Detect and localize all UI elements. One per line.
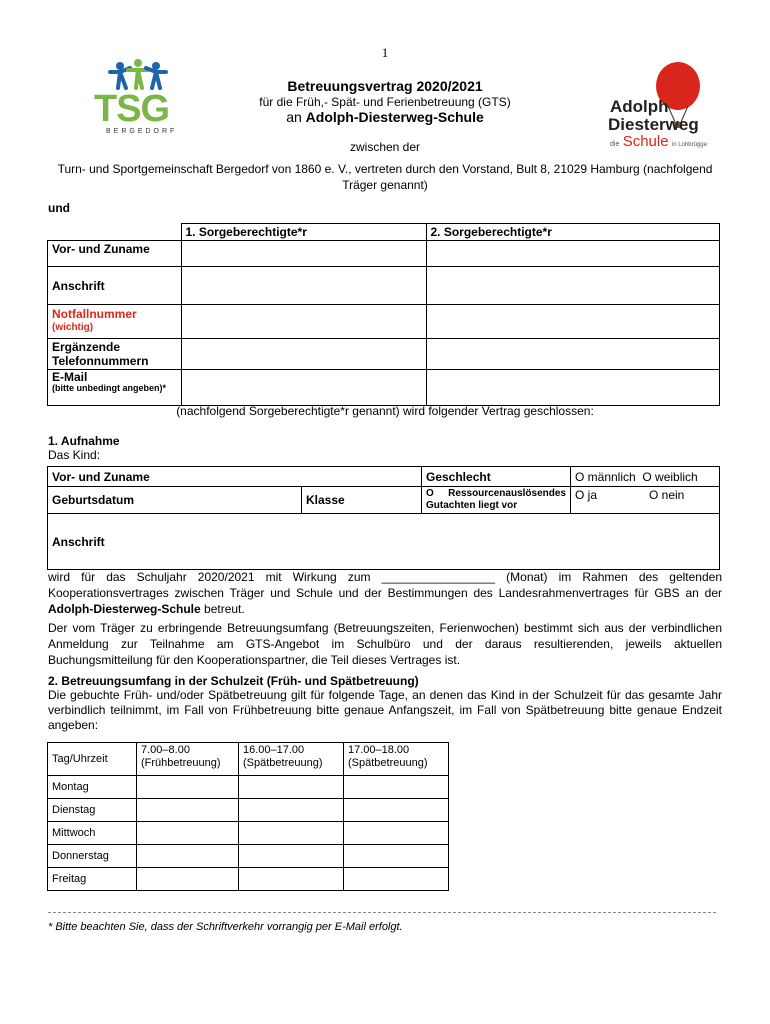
party-description: Turn- und Sportgemeinschaft Bergedorf von 1860 e. V., vertreten durch den Vorstand, Bult 8, 21029 Hamburg (nachfolgend Träger genannt)	[57, 162, 713, 192]
row-label-emergency-note: (wichtig)	[52, 322, 94, 333]
row-label-phones: Ergänzende Telefonnummern	[48, 339, 182, 370]
para1-school: Adolph-Diesterweg-Schule	[48, 602, 201, 616]
footnote-divider	[48, 912, 716, 913]
birthdate-label: Geburtsdatum	[48, 487, 302, 514]
para1-end: betreut.	[200, 602, 245, 616]
guardian2-email-field[interactable]	[426, 370, 720, 406]
schedule-cell[interactable]	[239, 776, 344, 799]
row-label-emergency: Notfallnummer	[52, 307, 137, 321]
section1-paragraph2: Der vom Träger zu erbringende Betreuungsumfang (Betreuungszeiten, Ferienwochen) bestimmt sich aus der verbindlichen Anmeldung zur Teilnahme am GTS-Angebot im Schulbüro und der daraus resultierenden, jeweils aktuellen Buchungsmitteilung für den Kooperationspartner, die Teil dieses Vertrages ist.	[48, 621, 722, 667]
row-label-address: Anschrift	[48, 267, 182, 305]
row-label-name: Vor- und Zuname	[48, 241, 182, 267]
guardian2-emergency-field[interactable]	[426, 305, 720, 339]
resource-no-option[interactable]: O nein	[649, 488, 685, 502]
schedule-table	[47, 742, 449, 891]
schedule-day-label: Donnerstag	[48, 845, 137, 868]
section1-paragraph1	[48, 569, 722, 617]
schedule-day-label: Mittwoch	[48, 822, 137, 845]
schedule-header-day: Tag/Uhrzeit	[48, 743, 137, 776]
schedule-header-late2: 17.00–18.00 (Spätbetreuung)	[344, 743, 449, 776]
school-logo-line2: Diesterweg	[608, 115, 699, 134]
child-address-label: Anschrift	[48, 514, 720, 570]
guardian2-header: 2. Sorgeberechtigte*r	[426, 224, 720, 241]
schedule-day-label: Dienstag	[48, 799, 137, 822]
school-line	[0, 109, 770, 125]
section1-intro: Das Kind:	[48, 448, 101, 462]
schedule-cell[interactable]	[344, 776, 449, 799]
guardian1-address-field[interactable]	[181, 267, 426, 305]
child-name-label: Vor- und Zuname	[48, 467, 422, 487]
section2-heading: 2. Betreuungsumfang in der Schulzeit (Früh- und Spätbetreuung)	[48, 674, 419, 688]
school-name: Adolph-Diesterweg-Schule	[305, 109, 484, 125]
child-table	[47, 466, 720, 570]
row-label-email-note: (bitte unbedingt angeben)*	[52, 383, 166, 393]
guardian1-email-field[interactable]	[181, 370, 426, 406]
guardian1-phones-field[interactable]	[181, 339, 426, 370]
guardian2-name-field[interactable]	[426, 241, 720, 267]
guardian1-emergency-field[interactable]	[181, 305, 426, 339]
tsg-logo-subtext: BERGEDORF	[106, 128, 178, 135]
para1-text: wird für das Schuljahr 2020/2021 mit Wirkung zum _________________ (Monat) im Rahmen des geltenden Kooperationsvertrages zwischen Träger und Schule und der Bestimmungen des Landesrahmenvertrages für GBS an der	[48, 570, 722, 600]
class-label: Klasse	[302, 487, 422, 514]
schedule-header-early: 7.00–8.00 (Frühbetreuung)	[137, 743, 239, 776]
schedule-cell[interactable]	[137, 845, 239, 868]
guardian1-name-field[interactable]	[181, 241, 426, 267]
page-number: 1	[381, 45, 389, 60]
schedule-cell[interactable]	[137, 776, 239, 799]
schedule-cell[interactable]	[344, 868, 449, 891]
between-label: zwischen der	[349, 140, 421, 154]
schedule-header-late1: 16.00–17.00 (Spätbetreuung)	[239, 743, 344, 776]
schedule-cell[interactable]	[344, 822, 449, 845]
schedule-cell[interactable]	[344, 845, 449, 868]
school-logo-prefix: die	[610, 141, 620, 148]
contract-subtitle: für die Früh,- Spät- und Ferienbetreuung (GTS)	[259, 95, 511, 109]
tsg-logo-text: TSG	[94, 88, 170, 130]
guardians-table	[47, 223, 720, 406]
schedule-cell[interactable]	[239, 799, 344, 822]
gender-options[interactable]: O männlich O weiblich	[571, 467, 720, 487]
footnote: * Bitte beachten Sie, dass der Schriftverkehr vorrangig per E-Mail erfolgt.	[48, 921, 403, 933]
guardian2-address-field[interactable]	[426, 267, 720, 305]
schedule-day-label: Freitag	[48, 868, 137, 891]
contract-line: (nachfolgend Sorgeberechtigte*r genannt) wird folgender Vertrag geschlossen:	[176, 404, 594, 418]
guardian1-header: 1. Sorgeberechtigte*r	[181, 224, 426, 241]
schedule-cell[interactable]	[239, 845, 344, 868]
guardian2-phones-field[interactable]	[426, 339, 720, 370]
row-label-email: E-Mail	[52, 370, 88, 384]
schedule-cell[interactable]	[239, 868, 344, 891]
school-prefix: an	[286, 109, 306, 125]
schedule-cell[interactable]	[137, 868, 239, 891]
schedule-cell[interactable]	[344, 799, 449, 822]
resource-report-option[interactable]: O Ressourcenauslösendes Gutachten liegt vor	[422, 487, 571, 514]
school-logo-line1: Adolph	[610, 97, 669, 116]
schedule-cell[interactable]	[137, 799, 239, 822]
und-label: und	[48, 201, 70, 215]
schedule-cell[interactable]	[137, 822, 239, 845]
schedule-day-label: Montag	[48, 776, 137, 799]
school-logo-schule: Schule	[622, 133, 669, 150]
contract-title: Betreuungsvertrag 2020/2021	[287, 78, 483, 94]
section2-intro: Die gebuchte Früh- und/oder Spätbetreuung gilt für folgende Tage, an denen das Kind in der Schulzeit für das gesamte Jahr verbindlich teilnimmt, im Fall von Frühbetreuung bitte genaue Anfangszeit, im Fall von Spätbetreuung bitte genaue Endzeit angeben:	[48, 688, 722, 732]
resource-yes-option[interactable]: O ja	[575, 488, 598, 502]
section1-heading: 1. Aufnahme	[48, 434, 120, 448]
schedule-cell[interactable]	[239, 822, 344, 845]
gender-label: Geschlecht	[422, 467, 571, 487]
school-logo-suffix: in Lohbrügge	[671, 142, 707, 148]
